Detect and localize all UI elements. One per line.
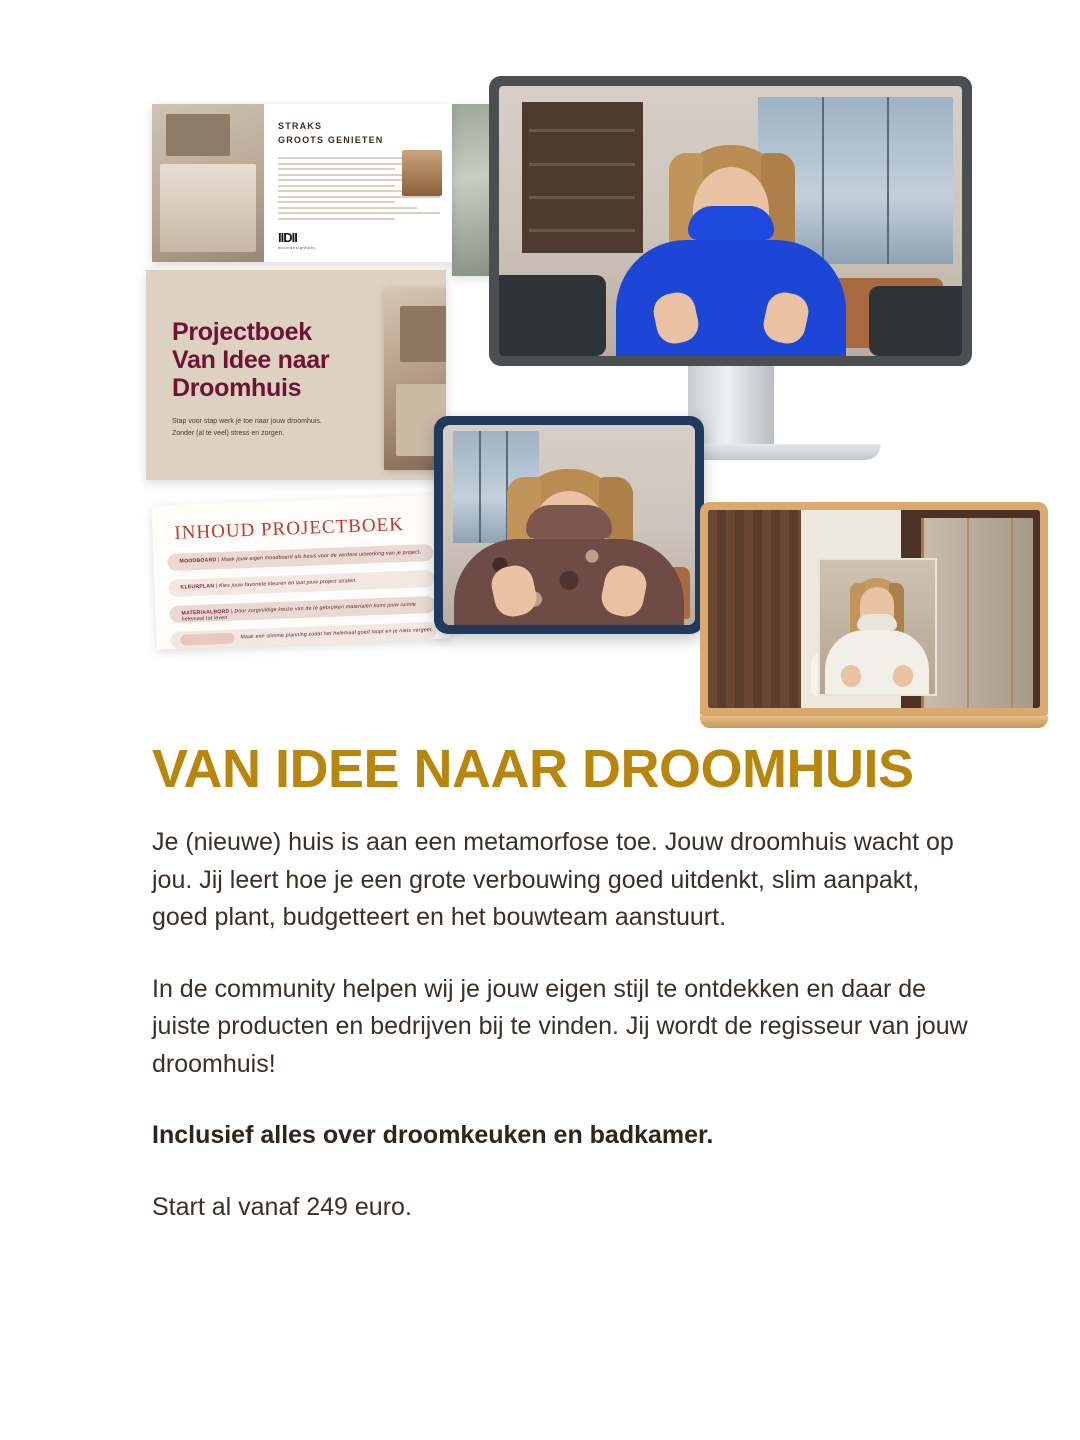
laptop — [700, 502, 1048, 728]
brochure-top-title-line2: GROOTS GENIETEN — [278, 134, 384, 145]
contents-row: KLEURPLAN | Kies jouw favoriete kleuren en laat jouw project stralen. — [168, 570, 434, 597]
cover-title-line2: Van Idee naar — [172, 346, 330, 374]
brochure-top-portrait — [402, 150, 442, 196]
brochure-contents-spread — [151, 494, 450, 649]
tablet-screen — [443, 425, 695, 625]
contents-row-label: MOODBOARD — [179, 556, 217, 565]
armchair-right — [869, 286, 962, 356]
video-presenter — [581, 145, 881, 356]
contents-row: MOODBOARD | Maak jouw eigen moodboard als basis voor de verdere uitwerking van je project. — [167, 544, 433, 571]
brochure-cover-spread — [146, 270, 446, 480]
content-block — [0, 740, 1080, 1226]
contents-row-label: MATERIAALBORD — [181, 608, 230, 617]
brochure-top-spread — [152, 104, 452, 262]
contents-row-text: Maak jouw eigen moodboard als basis voor de verdere uitwerking van je project. — [221, 548, 422, 563]
brochure-top-title-line1: STRAKS — [278, 121, 323, 131]
body-copy — [152, 824, 970, 1226]
video-overlay — [818, 558, 938, 697]
monitor-screen — [499, 86, 962, 356]
glass-divider — [921, 518, 1034, 708]
brochure-top-photo — [152, 104, 264, 262]
cover-title-line3: Droomhuis — [172, 374, 302, 402]
contents-row-label: KLEURPLAN — [180, 582, 215, 591]
laptop-screen — [708, 510, 1040, 708]
cover-subtitle-line2: Zonder (al te veel) stress en zorgen. — [172, 429, 285, 437]
laptop-base — [700, 716, 1048, 728]
brochure-logo-subtitle: woondesignhuis — [278, 245, 316, 250]
brochure-logo — [278, 230, 322, 250]
brochure-stack — [152, 104, 452, 644]
paragraph-price: Start al vanaf 249 euro. — [152, 1192, 412, 1221]
contents-row-text: Door zorgvuldige keuze van de te gebruiken materialen komt jouw ruimte helemaal tot leven. — [181, 601, 417, 623]
tablet — [434, 416, 704, 634]
contents-row-text: Maak een slimme planning zodat het helemaal goed loopt en je niets vergeet. — [240, 626, 434, 640]
desktop-monitor — [489, 76, 972, 460]
cover-title-line1: Projectboek — [172, 318, 312, 346]
monitor-bezel — [489, 76, 972, 366]
video-presenter — [443, 469, 695, 625]
brochure-logo-mark: IIDII — [278, 230, 297, 245]
contents-row: MATERIAALBORD | Door zorgvuldige keuze van de te gebruiken materialen komt jouw ruimte helemaal tot leven. — [169, 596, 435, 623]
paragraph-intro: Je (nieuwe) huis is aan een metamorfose toe. Jouw droomhuis wacht op jou. Jij leert hoe je een grote verbouwing goed uitdenkt, slim aanpakt, goed plant, budgetteert en het bouwteam aanstuurt. — [152, 828, 954, 932]
contents-row-chip — [180, 633, 234, 646]
contents-row-text: Kies jouw favoriete kleuren en laat jouw project stralen. — [218, 577, 358, 589]
laptop-lid — [700, 502, 1048, 716]
paragraph-community: In de community helpen wij je jouw eigen stijl te ontdekken en daar de juiste producten en bedrijven bij te vinden. Jij wordt de regisseur van jouw droomhuis! — [152, 974, 968, 1078]
video-presenter — [818, 578, 938, 694]
contents-title: INHOUD PROJECTBOEK — [174, 514, 405, 544]
wood-wall — [708, 510, 801, 708]
contents-row — [170, 622, 436, 649]
page-title: VAN IDEE NAAR DROOMHUIS — [152, 739, 914, 799]
cover-subtitle-line1: Stap voor stap werk je toe naar jouw droomhuis. — [172, 418, 322, 425]
paragraph-inclusive: Inclusief alles over droomkeuken en badkamer. — [152, 1121, 714, 1150]
